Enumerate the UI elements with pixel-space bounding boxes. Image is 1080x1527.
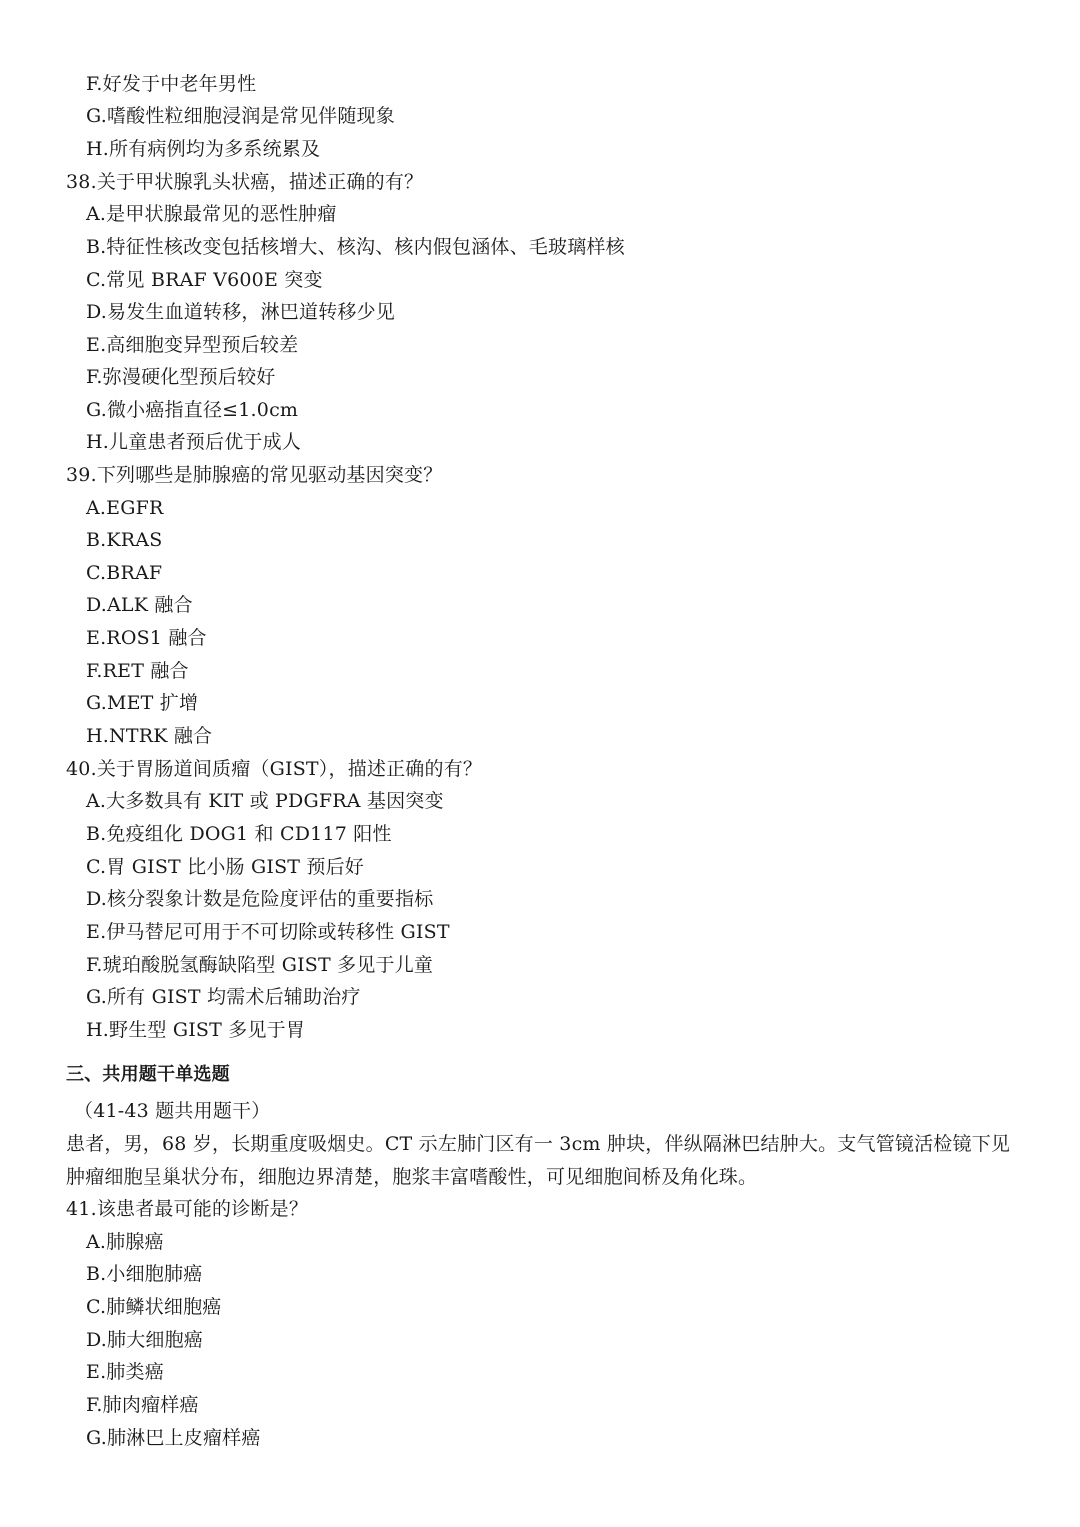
option-line: E.伊马替尼可用于不可切除或转移性 GIST (86, 921, 450, 943)
option-line: A.EGFR (86, 497, 164, 519)
option-line: F.RET 融合 (86, 660, 189, 682)
option-line: E.高细胞变异型预后较差 (86, 334, 299, 356)
option-line: D.易发生血道转移，淋巴道转移少见 (86, 301, 395, 323)
option-line: B.免疫组化 DOG1 和 CD117 阳性 (86, 823, 392, 845)
option-line: G.所有 GIST 均需术后辅助治疗 (86, 986, 361, 1008)
option-line: H.NTRK 融合 (86, 725, 213, 747)
option-line: D.肺大细胞癌 (86, 1329, 203, 1351)
option-line: B.小细胞肺癌 (86, 1263, 203, 1285)
option-line: E.肺类癌 (86, 1361, 164, 1383)
option-line: G.肺淋巴上皮瘤样癌 (86, 1427, 261, 1449)
option-line: C.BRAF (86, 562, 163, 584)
option-line: G.嗜酸性粒细胞浸润是常见伴随现象 (86, 105, 395, 127)
question-line: 38.关于甲状腺乳头状癌，描述正确的有？ (66, 171, 424, 193)
option-line: C.胃 GIST 比小肠 GIST 预后好 (86, 856, 365, 878)
option-line: G.MET 扩增 (86, 692, 199, 714)
option-line: F.好发于中老年男性 (86, 73, 257, 95)
option-line: A.是甲状腺最常见的恶性肿瘤 (86, 203, 337, 225)
option-line: D.核分裂象计数是危险度评估的重要指标 (86, 888, 434, 910)
stem-paragraph-line: 患者，男，68 岁，长期重度吸烟史。CT 示左肺门区有一 3cm 肿块，伴纵隔淋巴结肿大。支气管镜活检镜下见 (66, 1133, 1011, 1155)
section-heading: 三、共用题干单选题 (66, 1064, 230, 1085)
question-line: 39.下列哪些是肺腺癌的常见驱动基因突变？ (66, 464, 443, 486)
option-line: D.ALK 融合 (86, 594, 193, 616)
option-line: E.ROS1 融合 (86, 627, 207, 649)
option-line: G.微小癌指直径≤1.0cm (86, 399, 299, 421)
option-line: F.琥珀酸脱氢酶缺陷型 GIST 多见于儿童 (86, 954, 434, 976)
stem-paragraph-line: 肿瘤细胞呈巢状分布，细胞边界清楚，胞浆丰富嗜酸性，可见细胞间桥及角化珠。 (66, 1166, 758, 1188)
option-line: H.所有病例均为多系统累及 (86, 138, 321, 160)
option-line: B.KRAS (86, 529, 163, 551)
question-line: 40.关于胃肠道间质瘤（GIST），描述正确的有？ (66, 758, 483, 780)
option-line: B.特征性核改变包括核增大、核沟、核内假包涵体、毛玻璃样核 (86, 236, 625, 258)
option-line: H.儿童患者预后优于成人 (86, 431, 302, 453)
option-line: C.肺鳞状细胞癌 (86, 1296, 222, 1318)
option-line: F.肺肉瘤样癌 (86, 1394, 199, 1416)
option-line: A.大多数具有 KIT 或 PDGFRA 基因突变 (86, 790, 444, 812)
group-note: （41-43 题共用题干） (74, 1100, 271, 1122)
option-line: C.常见 BRAF V600E 突变 (86, 269, 323, 291)
option-line: F.弥漫硬化型预后较好 (86, 366, 276, 388)
question-line: 41.该患者最可能的诊断是？ (66, 1198, 309, 1220)
option-line: H.野生型 GIST 多见于胃 (86, 1019, 306, 1041)
option-line: A.肺腺癌 (86, 1231, 164, 1253)
